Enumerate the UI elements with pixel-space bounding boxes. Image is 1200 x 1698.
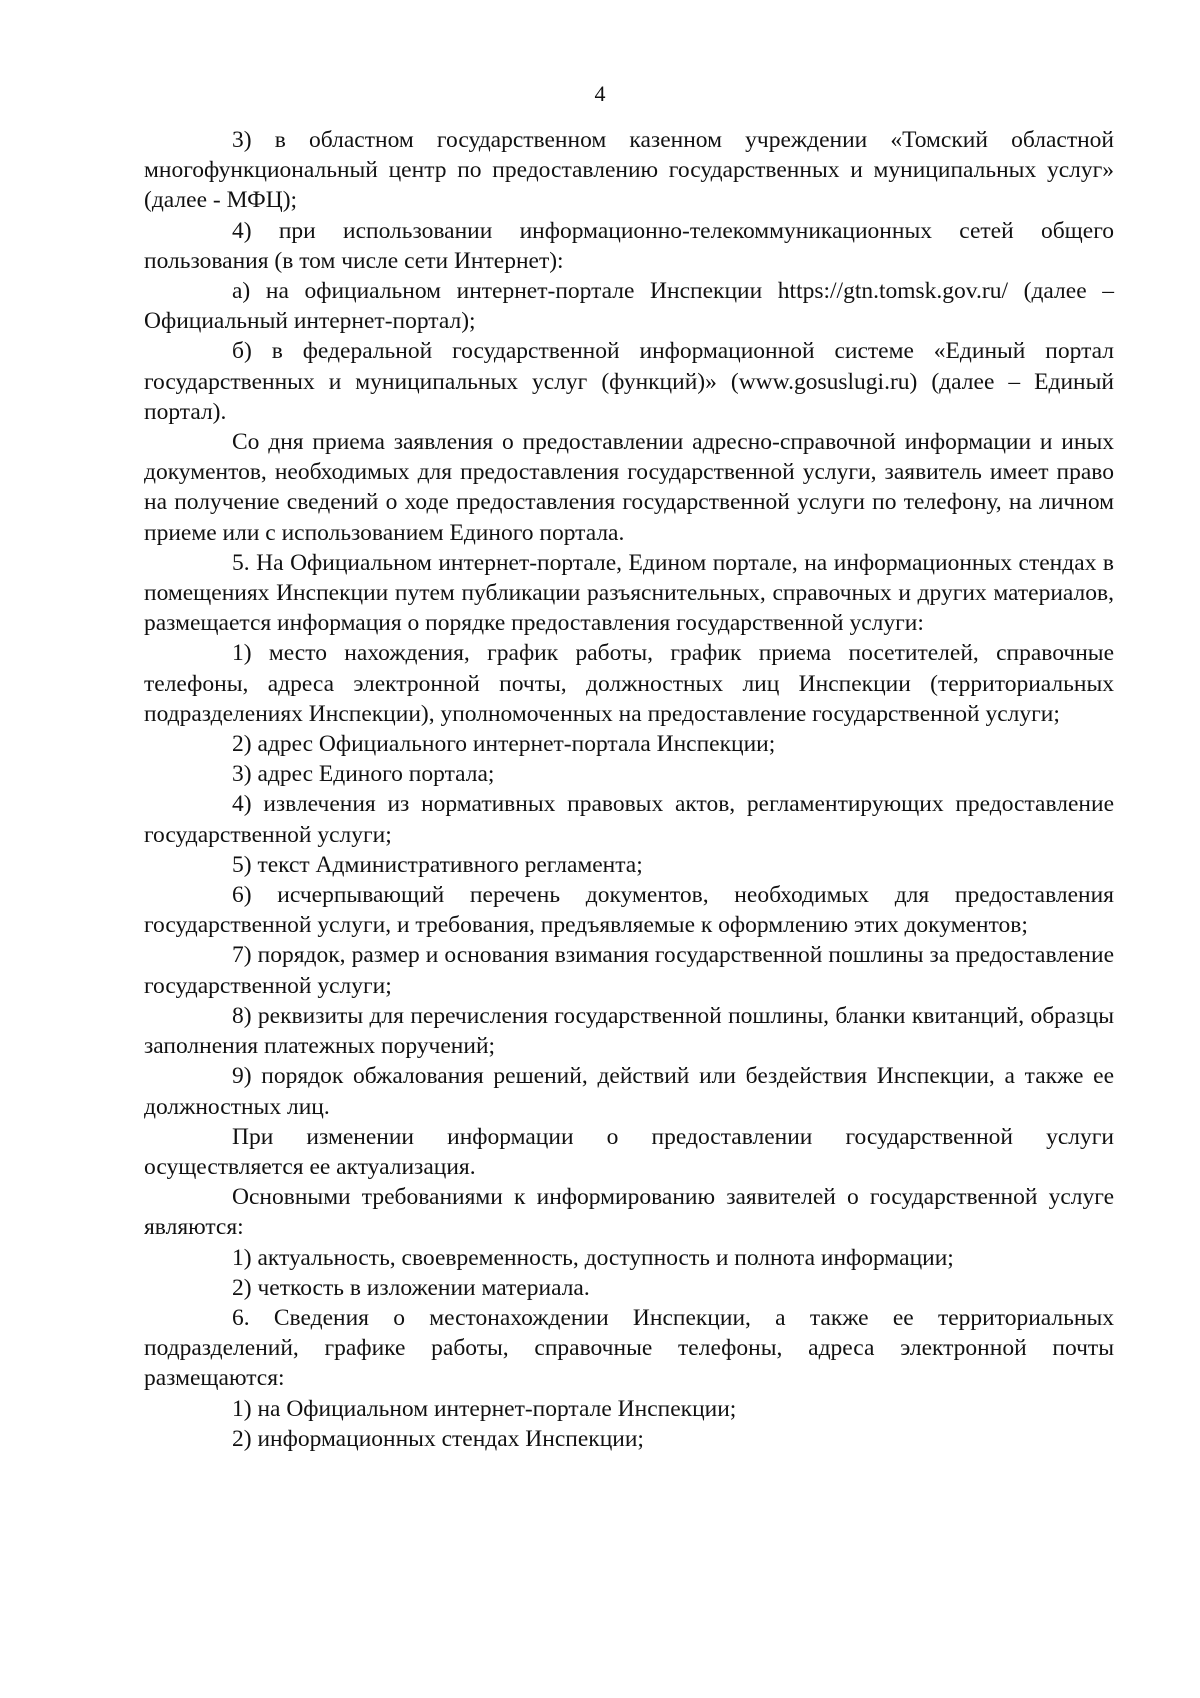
list-item-5-1: 1) место нахождения, график работы, график приема посетителей, справочные телефоны, адреса электронной почты, должностных лиц Инспекции (территориальных подразделениях Инспекции), уполномоченных на предоставление государственной услуги; bbox=[144, 640, 1114, 727]
document-body bbox=[144, 125, 1114, 1454]
list-item-5-6: 6) исчерпывающий перечень документов, необходимых для предоставления государственной услуги, и требования, предъявляемые к оформлению этих документов; bbox=[144, 882, 1114, 939]
paragraph-sub-b-unified-portal: б) в федеральной государственной информационной системе «Единый портал государственных и муниципальных услуг (функций)» (www.gosuslugi.ru) (далее – Единый портал). bbox=[144, 338, 1114, 425]
paragraph-sub-a-official-portal: а) на официальном интернет-портале Инспекции https://gtn.tomsk.gov.ru/ (далее – Официальный интернет-портал); bbox=[144, 278, 1114, 335]
paragraph-applicant-rights: Со дня приема заявления о предоставлении адресно-справочной информации и иных документов, необходимых для предоставления государственной услуги, заявитель имеет право на получение сведений о ходе предоставления государственной услуги по телефону, на личном приеме или с использованием Единого портала. bbox=[144, 429, 1114, 546]
requirement-item-2: 2) четкость в изложении материала. bbox=[232, 1274, 590, 1301]
paragraph-item-4-networks: 4) при использовании информационно-телекоммуникационных сетей общего пользования (в том числе сети Интернет): bbox=[144, 217, 1114, 274]
list-item-6-1: 1) на Официальном интернет-портале Инспекции; bbox=[232, 1395, 737, 1422]
list-item-6-2: 2) информационных стендах Инспекции; bbox=[232, 1425, 644, 1452]
list-item-5-2: 2) адрес Официального интернет-портала Инспекции; bbox=[232, 731, 776, 758]
list-item-5-3: 3) адрес Единого портала; bbox=[232, 761, 495, 788]
paragraph-requirements: Основными требованиями к информированию заявителей о государственной услуге являются: bbox=[144, 1184, 1114, 1241]
paragraph-section-5: 5. На Официальном интернет-портале, Едином портале, на информационных стендах в помещениях Инспекции путем публикации разъяснительных, справочных и других материалов, размещается информация о порядке предоставления государственной услуги: bbox=[144, 549, 1114, 637]
paragraph-section-6: 6. Сведения о местонахождении Инспекции, а также ее территориальных подразделений, графике работы, справочные телефоны, адреса электронной почты размещаются: bbox=[144, 1304, 1114, 1392]
list-item-5-5: 5) текст Административного регламента; bbox=[232, 851, 643, 878]
list-item-5-9: 9) порядок обжалования решений, действий или бездействия Инспекции, а также ее должностных лиц. bbox=[144, 1063, 1114, 1120]
paragraph-item-3-mfc: 3) в областном государственном казенном учреждении «Томский областной многофункциональный центр по предоставлению государственных и муниципальных услуг» (далее - МФЦ); bbox=[144, 127, 1114, 214]
requirement-item-1: 1) актуальность, своевременность, доступность и полнота информации; bbox=[232, 1244, 954, 1271]
page-number: 4 bbox=[594, 81, 606, 106]
list-item-5-8: 8) реквизиты для перечисления государственной пошлины, бланки квитанций, образцы заполнения платежных поручений; bbox=[144, 1002, 1114, 1060]
paragraph-actualization: При изменении информации о предоставлении государственной услуги осуществляется ее актуализация. bbox=[144, 1123, 1114, 1180]
list-item-5-4: 4) извлечения из нормативных правовых актов, регламентирующих предоставление государственной услуги; bbox=[144, 791, 1114, 848]
list-item-5-7: 7) порядок, размер и основания взимания государственной пошлины за предоставление государственной услуги; bbox=[144, 942, 1114, 999]
